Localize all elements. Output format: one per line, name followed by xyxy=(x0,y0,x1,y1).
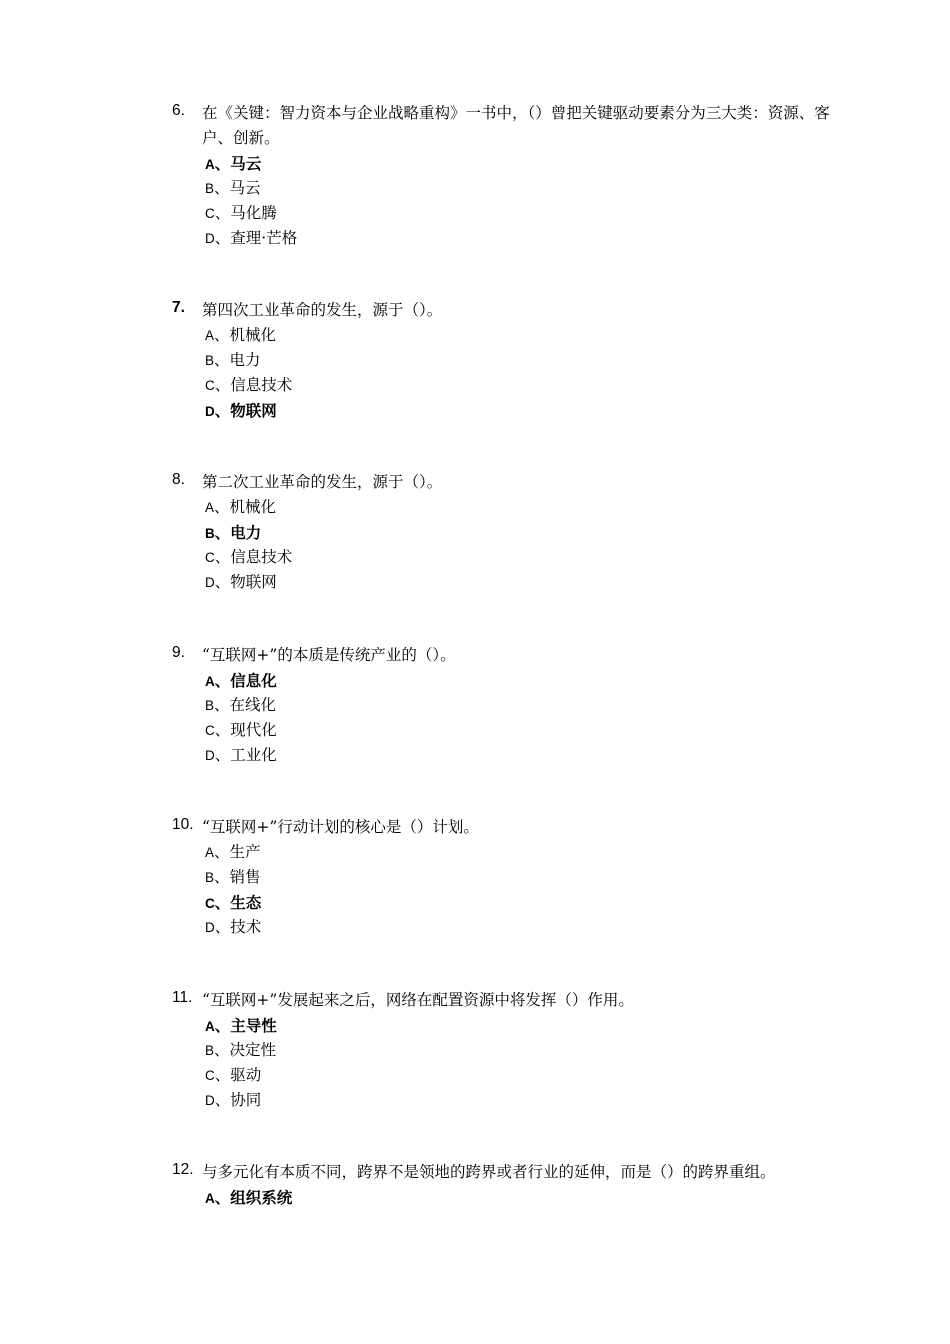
option-text: 电力 xyxy=(229,351,261,369)
option-separator: 、 xyxy=(214,696,230,714)
question-text: 第四次工业革命的发生，源于（）。 xyxy=(202,301,443,319)
option-letter: A xyxy=(205,1019,215,1034)
option-separator: 、 xyxy=(214,548,231,566)
option-letter: C xyxy=(205,896,215,911)
option-d xyxy=(172,743,852,768)
option-separator: 、 xyxy=(214,229,231,247)
option-separator: 、 xyxy=(214,154,231,173)
question-stem xyxy=(172,988,852,1013)
option-text: 马云 xyxy=(229,179,261,197)
option-letter: C xyxy=(205,723,215,738)
question-text: 与多元化有本质不同，跨界不是领地的跨界或者行业的延伸，而是（）的跨界重组。 xyxy=(202,1163,776,1181)
question-9 xyxy=(172,643,852,768)
option-list xyxy=(172,323,852,423)
option-text: 信息技术 xyxy=(230,376,293,394)
question-number: 11. xyxy=(172,989,193,1006)
option-b xyxy=(172,1038,852,1063)
option-d xyxy=(172,1088,852,1113)
option-d xyxy=(172,398,852,423)
option-letter: C xyxy=(205,206,215,221)
question-text: “互联网+”行动计划的核心是（）计划。 xyxy=(202,818,479,836)
option-text: 现代化 xyxy=(230,721,277,739)
question-text: “互联网+”的本质是传统产业的（）。 xyxy=(202,646,456,664)
question-number: 6. xyxy=(172,102,185,119)
option-letter: B xyxy=(205,870,215,885)
question-stem xyxy=(172,815,852,840)
option-list xyxy=(172,840,852,940)
option-separator: 、 xyxy=(214,1016,231,1035)
option-text: 主导性 xyxy=(230,1016,277,1035)
option-separator: 、 xyxy=(214,893,231,912)
option-list xyxy=(172,668,852,768)
option-text: 在线化 xyxy=(229,696,277,714)
option-letter: A xyxy=(205,1191,215,1206)
option-separator: 、 xyxy=(214,918,231,936)
option-separator: 、 xyxy=(214,573,231,591)
option-text: 马云 xyxy=(230,154,262,173)
option-list xyxy=(172,1185,852,1210)
option-separator: 、 xyxy=(214,179,230,197)
option-separator: 、 xyxy=(214,843,230,861)
option-separator: 、 xyxy=(214,204,231,222)
option-a xyxy=(172,1185,852,1210)
option-letter: D xyxy=(205,920,215,935)
option-text: 生态 xyxy=(230,893,262,912)
option-b xyxy=(172,348,852,373)
question-number: 9. xyxy=(172,644,185,661)
question-stem xyxy=(172,1160,852,1185)
option-separator: 、 xyxy=(214,401,231,420)
option-letter: C xyxy=(205,550,215,565)
option-letter: B xyxy=(205,526,215,541)
option-text: 电力 xyxy=(230,523,262,542)
option-separator: 、 xyxy=(214,868,230,886)
option-letter: B xyxy=(205,181,215,196)
option-separator: 、 xyxy=(214,1066,231,1084)
option-d xyxy=(172,915,852,940)
option-letter: C xyxy=(205,378,215,393)
option-text: 机械化 xyxy=(229,326,277,344)
question-7 xyxy=(172,298,852,423)
option-text: 组织系统 xyxy=(230,1188,293,1207)
option-a xyxy=(172,151,852,176)
option-letter: D xyxy=(205,575,215,590)
option-letter: B xyxy=(205,353,215,368)
option-list xyxy=(172,151,852,251)
option-separator: 、 xyxy=(214,721,231,739)
option-text: 信息化 xyxy=(230,671,277,690)
question-number: 12. xyxy=(172,1161,194,1178)
option-b xyxy=(172,520,852,545)
option-c xyxy=(172,1063,852,1088)
question-stem xyxy=(172,101,852,151)
question-8 xyxy=(172,470,852,595)
option-letter: D xyxy=(205,1093,215,1108)
option-separator: 、 xyxy=(214,523,231,542)
option-text: 工业化 xyxy=(230,746,277,764)
question-6 xyxy=(172,101,852,251)
option-letter: D xyxy=(205,748,215,763)
question-stem xyxy=(172,643,852,668)
option-letter: D xyxy=(205,404,215,419)
question-stem xyxy=(172,298,852,323)
option-text: 销售 xyxy=(229,868,261,886)
option-text: 信息技术 xyxy=(230,548,293,566)
option-separator: 、 xyxy=(214,326,230,344)
option-list xyxy=(172,495,852,595)
option-d xyxy=(172,570,852,595)
option-separator: 、 xyxy=(214,376,231,394)
question-text: “互联网+”发展起来之后，网络在配置资源中将发挥（）作用。 xyxy=(202,991,634,1009)
option-text: 决定性 xyxy=(229,1041,277,1059)
option-text: 机械化 xyxy=(229,498,277,516)
option-b xyxy=(172,176,852,201)
option-separator: 、 xyxy=(214,671,231,690)
option-a xyxy=(172,668,852,693)
option-separator: 、 xyxy=(214,1188,231,1207)
option-c xyxy=(172,201,852,226)
option-separator: 、 xyxy=(214,746,231,764)
option-text: 生产 xyxy=(229,843,261,861)
option-separator: 、 xyxy=(214,498,230,516)
option-separator: 、 xyxy=(214,1041,230,1059)
option-b xyxy=(172,693,852,718)
option-letter: D xyxy=(205,231,215,246)
question-number: 7. xyxy=(172,299,185,316)
option-text: 物联网 xyxy=(230,401,277,420)
option-a xyxy=(172,1013,852,1038)
option-a xyxy=(172,323,852,348)
question-text: 在《关键：智力资本与企业战略重构》一书中，（）曾把关键驱动要素分为三大类：资源、客户、创新。 xyxy=(202,104,830,147)
option-text: 马化腾 xyxy=(230,204,277,222)
option-letter: A xyxy=(205,845,215,860)
option-a xyxy=(172,495,852,520)
option-b xyxy=(172,865,852,890)
option-c xyxy=(172,718,852,743)
option-separator: 、 xyxy=(214,351,230,369)
option-letter: B xyxy=(205,698,215,713)
question-number: 10. xyxy=(172,816,194,833)
option-c xyxy=(172,373,852,398)
question-number: 8. xyxy=(172,471,185,488)
question-text: 第二次工业革命的发生，源于（）。 xyxy=(202,473,443,491)
option-text: 查理·芒格 xyxy=(230,229,298,247)
option-d xyxy=(172,226,852,251)
option-c xyxy=(172,545,852,570)
option-letter: A xyxy=(205,500,215,515)
option-text: 技术 xyxy=(230,918,262,936)
option-c xyxy=(172,890,852,915)
option-text: 驱动 xyxy=(230,1066,262,1084)
question-10 xyxy=(172,815,852,940)
option-letter: A xyxy=(205,157,215,172)
option-letter: A xyxy=(205,674,215,689)
option-letter: A xyxy=(205,328,215,343)
option-separator: 、 xyxy=(214,1091,231,1109)
option-text: 协同 xyxy=(230,1091,262,1109)
option-list xyxy=(172,1013,852,1113)
question-stem xyxy=(172,470,852,495)
option-letter: C xyxy=(205,1068,215,1083)
option-a xyxy=(172,840,852,865)
question-11 xyxy=(172,988,852,1113)
option-letter: B xyxy=(205,1043,215,1058)
question-12 xyxy=(172,1160,852,1210)
option-text: 物联网 xyxy=(230,573,277,591)
